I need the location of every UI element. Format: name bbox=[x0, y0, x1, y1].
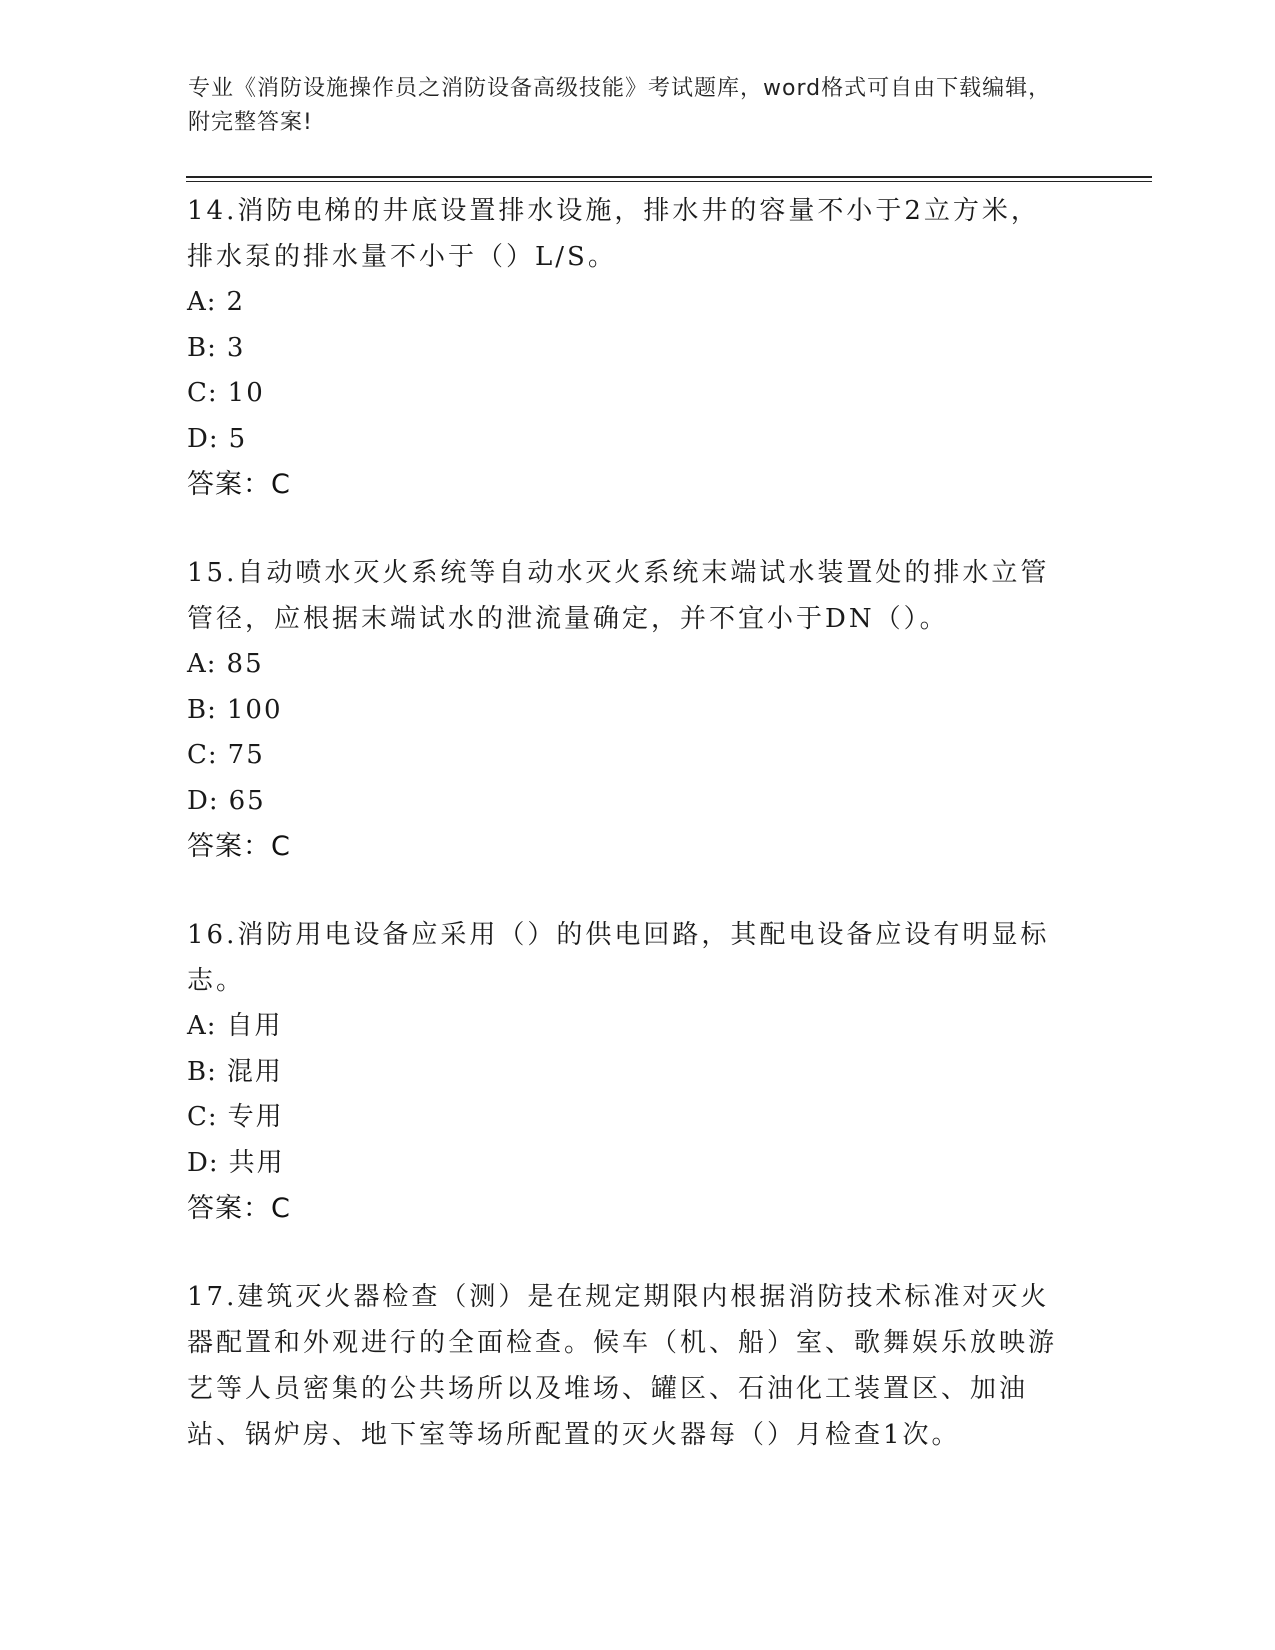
question-15 bbox=[187, 550, 1087, 870]
question-gap bbox=[187, 870, 1087, 912]
option-key: D: bbox=[187, 423, 219, 454]
option-c bbox=[187, 1095, 1087, 1141]
option-b bbox=[187, 326, 1087, 372]
option-list bbox=[187, 642, 1087, 824]
option-text: 2 bbox=[226, 287, 246, 317]
option-text: 共用 bbox=[228, 1147, 285, 1178]
option-key: B: bbox=[187, 1056, 217, 1087]
option-key: C: bbox=[187, 1102, 218, 1132]
question-gap bbox=[187, 1232, 1087, 1274]
document-header bbox=[188, 72, 1068, 140]
option-text: 3 bbox=[226, 332, 246, 363]
option-d bbox=[187, 779, 1087, 825]
option-key: D: bbox=[187, 785, 219, 816]
question-gap bbox=[187, 508, 1087, 550]
question-17 bbox=[187, 1274, 1087, 1458]
option-key: D: bbox=[187, 1147, 219, 1178]
option-key: B: bbox=[187, 332, 217, 363]
option-key: A: bbox=[187, 649, 217, 679]
option-key: A: bbox=[187, 1011, 217, 1041]
option-key: B: bbox=[187, 694, 217, 725]
header-divider-thick bbox=[186, 176, 1152, 178]
question-14 bbox=[187, 188, 1087, 508]
question-stem: 17.建筑灭火器检查（测）是在规定期限内根据消防技术标准对灭火器配置和外观进行的全面检查。候车（机、船）室、歌舞娱乐放映游艺等人员密集的公共场所以及堆场、罐区、石油化工装置区、加油站、锅炉房、地下室等场所配置的灭火器每（）月检查1次。 bbox=[187, 1282, 1058, 1450]
option-list bbox=[187, 280, 1087, 462]
option-text: 10 bbox=[227, 378, 265, 408]
answer-line: 答案：C bbox=[187, 1193, 291, 1224]
option-c bbox=[187, 733, 1087, 779]
option-key: C: bbox=[187, 378, 218, 408]
option-text: 100 bbox=[226, 694, 283, 725]
option-text: 5 bbox=[228, 423, 248, 454]
option-a bbox=[187, 280, 1087, 326]
answer-line: 答案：C bbox=[187, 469, 291, 500]
header-divider-thin bbox=[186, 181, 1152, 182]
option-text: 混用 bbox=[226, 1056, 283, 1087]
option-key: C: bbox=[187, 740, 218, 770]
question-list bbox=[187, 188, 1087, 1458]
option-d bbox=[187, 417, 1087, 463]
answer-line: 答案：C bbox=[187, 831, 291, 862]
option-d bbox=[187, 1141, 1087, 1187]
question-stem: 15.自动喷水灭火系统等自动水灭火系统末端试水装置处的排水立管管径，应根据末端试水的泄流量确定，并不宜小于DN（）。 bbox=[187, 558, 1050, 634]
option-b bbox=[187, 688, 1087, 734]
question-stem: 14.消防电梯的井底设置排水设施，排水井的容量不小于2立方米，排水泵的排水量不小于（）L/S。 bbox=[187, 196, 1040, 272]
option-list bbox=[187, 1004, 1087, 1186]
question-stem: 16.消防用电设备应采用（）的供电回路，其配电设备应设有明显标志。 bbox=[187, 920, 1050, 996]
header-text: 专业《消防设施操作员之消防设备高级技能》考试题库，word格式可自由下载编辑，附完整答案! bbox=[188, 76, 1052, 135]
option-text: 85 bbox=[226, 649, 264, 679]
option-text: 75 bbox=[227, 740, 265, 770]
option-key: A: bbox=[187, 287, 217, 317]
option-a bbox=[187, 642, 1087, 688]
option-a bbox=[187, 1004, 1087, 1050]
option-text: 自用 bbox=[226, 1011, 283, 1041]
question-16 bbox=[187, 912, 1087, 1232]
option-text: 专用 bbox=[227, 1102, 284, 1132]
option-text: 65 bbox=[228, 785, 266, 816]
option-b bbox=[187, 1050, 1087, 1096]
option-c bbox=[187, 371, 1087, 417]
